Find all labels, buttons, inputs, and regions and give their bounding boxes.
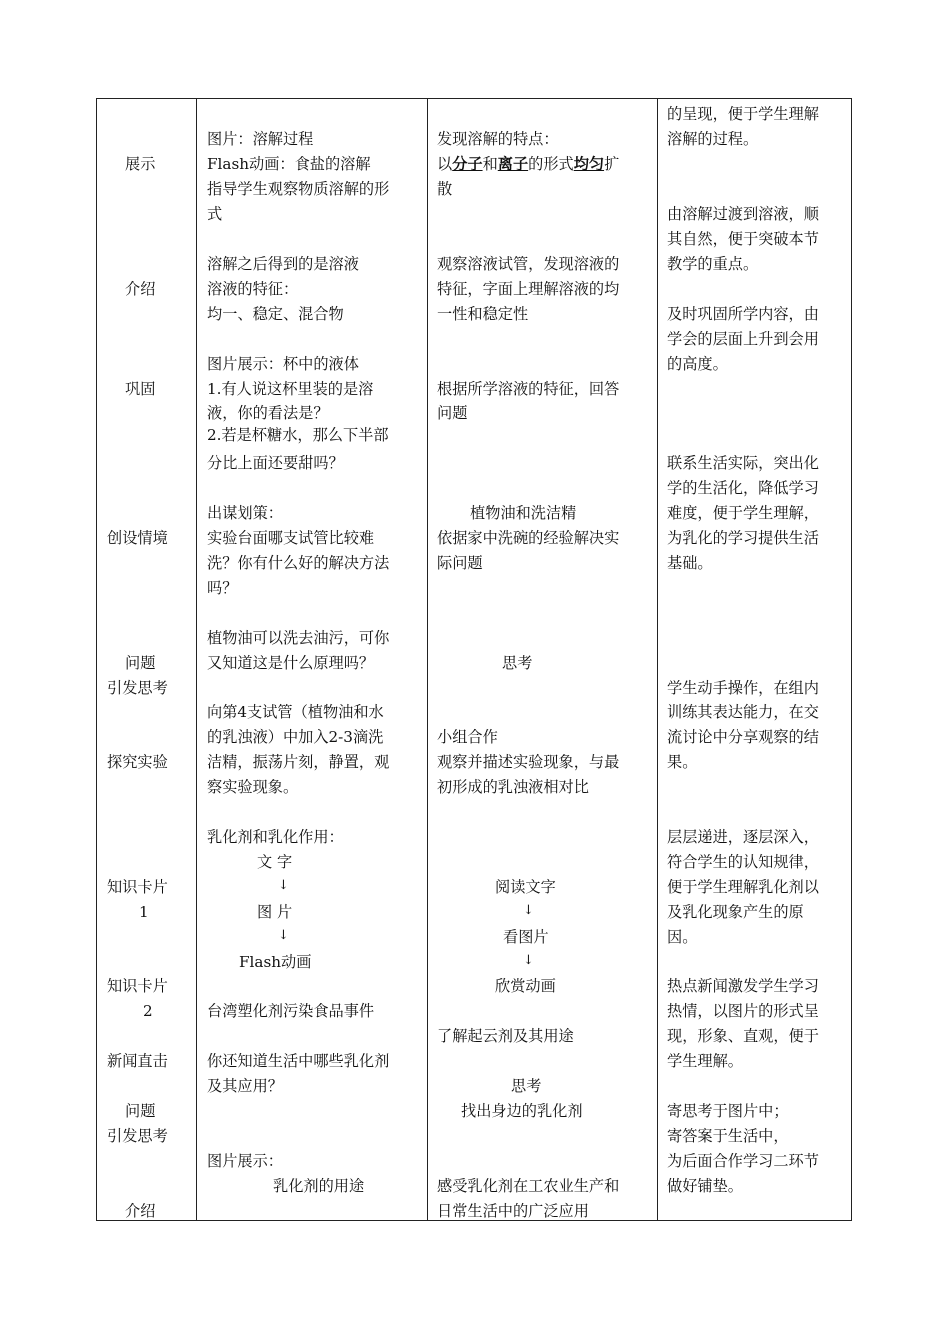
key-term: 离子 (497, 155, 529, 173)
stage-label: 探究实验 (107, 753, 168, 771)
key-term: 均匀 (573, 155, 605, 173)
stage-label: 问题 (125, 654, 156, 672)
student-line: 问题 (437, 404, 468, 422)
intent-line: 层层递进，逐层深入， (667, 828, 819, 846)
teacher-line: 你还知道生活中哪些乳化剂 (207, 1052, 390, 1070)
stage-label: 创设情境 (107, 529, 168, 547)
key-term: 分子 (452, 155, 483, 173)
down-arrow-icon: ↓ (278, 928, 289, 943)
teacher-line: 乳化剂和乳化作用： (207, 828, 344, 846)
student-line: 小组合作 (437, 728, 498, 746)
teacher-line: 液，你的看法是？ (207, 404, 329, 422)
intent-line: 热情，以图片的形式呈 (667, 1002, 819, 1020)
stage-label: 引发思考 (107, 1127, 168, 1145)
teacher-line: 图 片 (257, 903, 293, 921)
stage-label: 引发思考 (107, 679, 168, 697)
intent-line: 基础。 (667, 554, 713, 572)
teacher-line: 分比上面还要甜吗？ (207, 454, 344, 472)
intent-line: 为后面合作学习二环节 (667, 1152, 819, 1170)
student-line: 思考 (511, 1077, 542, 1095)
student-line: 看图片 (503, 928, 549, 946)
student-line: 观察并描述实验现象，与最 (437, 753, 620, 771)
text-span: 以 (437, 155, 453, 173)
student-line: 感受乳化剂在工农业生产和 (437, 1177, 620, 1195)
intent-line: 寄答案于生活中， (667, 1127, 789, 1145)
intent-line: 由溶解过渡到溶液，顺 (667, 205, 819, 223)
down-arrow-icon: ↓ (523, 953, 534, 968)
intent-line: 果。 (667, 753, 698, 771)
teacher-line: 文 字 (257, 853, 293, 871)
down-arrow-icon: ↓ (278, 878, 289, 893)
teacher-line: 图片展示： (207, 1152, 283, 1170)
teacher-line: 台湾塑化剂污染食品事件 (207, 1002, 375, 1020)
teacher-line: Flash动画：食盐的溶解 (207, 155, 371, 173)
teacher-line: 的乳浊液）中加入2-3滴洗 (207, 728, 384, 746)
column-divider (427, 99, 428, 1220)
intent-line: 及时巩固所学内容，由 (667, 305, 819, 323)
teacher-line: 图片：溶解过程 (207, 130, 314, 148)
stage-label: 展示 (125, 155, 156, 173)
intent-line: 难度，便于学生理解， (667, 504, 819, 522)
intent-line: 其自然，便于突破本节 (667, 230, 819, 248)
teacher-line: 又知道这是什么原理吗？ (207, 654, 375, 672)
student-line: 一性和稳定性 (437, 305, 529, 323)
intent-line: 教学的重点。 (667, 255, 759, 273)
stage-label: 介绍 (125, 1202, 156, 1220)
intent-line: 学的生活化，降低学习 (667, 479, 819, 497)
intent-line: 做好铺垫。 (667, 1177, 743, 1195)
intent-line: 因。 (667, 928, 698, 946)
stage-label: 介绍 (125, 280, 156, 298)
teacher-line: 指导学生观察物质溶解的形 (207, 180, 390, 198)
text-span: 的形式 (528, 155, 574, 173)
student-line: 散 (437, 180, 453, 198)
column-divider (657, 99, 658, 1220)
text-span: 扩 (604, 155, 620, 173)
intent-line: 为乳化的学习提供生活 (667, 529, 819, 547)
teacher-line: 出谋划策： (207, 504, 283, 522)
teacher-line: 图片展示：杯中的液体 (207, 355, 359, 373)
student-line: 依据家中洗碗的经验解决实 (437, 529, 620, 547)
student-line: 日常生活中的广泛应用 (437, 1202, 589, 1220)
student-line: 找出身边的乳化剂 (461, 1102, 583, 1120)
intent-line: 符合学生的认知规律， (667, 853, 819, 871)
student-line: 初形成的乳浊液相对比 (437, 778, 589, 796)
intent-line: 热点新闻激发学生学习 (667, 977, 819, 995)
teacher-line: 2.若是杯糖水，那么下半部 (207, 426, 389, 444)
teacher-line: 洗？你有什么好的解决方法 (207, 554, 390, 572)
student-line: 特征，字面上理解溶液的均 (437, 280, 620, 298)
student-line: 根据所学溶液的特征，回答 (437, 380, 620, 398)
intent-line: 学生动手操作，在组内 (667, 679, 819, 697)
teacher-line: 实验台面哪支试管比较难 (207, 529, 375, 547)
intent-line: 寄思考于图片中； (667, 1102, 789, 1120)
teacher-line: 式 (207, 205, 223, 223)
teacher-line: 洁精，振荡片刻，静置，观 (207, 753, 390, 771)
teacher-line: 溶液的特征： (207, 280, 299, 298)
student-line: 思考 (502, 654, 533, 672)
intent-line: 联系生活实际，突出化 (667, 454, 819, 472)
intent-line: 的呈现，便于学生理解 (667, 105, 819, 123)
stage-label: 2 (143, 1002, 153, 1020)
intent-line: 学会的层面上升到会用 (667, 330, 819, 348)
student-line: 发现溶解的特点： (437, 130, 559, 148)
teacher-line: 及其应用？ (207, 1077, 283, 1095)
teacher-line: 乳化剂的用途 (273, 1177, 365, 1195)
column-divider (196, 99, 197, 1220)
teacher-line: 均一、稳定、混合物 (207, 305, 344, 323)
teacher-line: 察实验现象。 (207, 778, 299, 796)
stage-label: 知识卡片 (107, 878, 168, 896)
teacher-line: 溶解之后得到的是溶液 (207, 255, 359, 273)
student-line: 欣赏动画 (495, 977, 556, 995)
student-line: 阅读文字 (495, 878, 556, 896)
down-arrow-icon: ↓ (523, 903, 534, 918)
teacher-line: 1.有人说这杯里装的是溶 (207, 380, 374, 398)
lesson-plan-table (96, 98, 852, 1221)
intent-line: 的高度。 (667, 355, 728, 373)
teacher-line: 吗？ (207, 579, 238, 597)
intent-line: 便于学生理解乳化剂以 (667, 878, 819, 896)
stage-label: 问题 (125, 1102, 156, 1120)
teacher-line: 向第4支试管（植物油和水 (207, 703, 384, 721)
student-line: 植物油和洗洁精 (470, 504, 577, 522)
text-span: 和 (482, 155, 498, 173)
student-line: 际问题 (437, 554, 483, 572)
intent-line: 学生理解。 (667, 1052, 743, 1070)
teacher-line: 植物油可以洗去油污，可你 (207, 629, 390, 647)
stage-label: 知识卡片 (107, 977, 168, 995)
intent-line: 训练其表达能力，在交 (667, 703, 819, 721)
intent-line: 现，形象、直观，便于 (667, 1027, 819, 1045)
stage-label: 新闻直击 (107, 1052, 168, 1070)
stage-label: 巩固 (125, 380, 156, 398)
stage-label: 1 (139, 903, 149, 921)
teacher-line: Flash动画 (239, 953, 312, 971)
intent-line: 溶解的过程。 (667, 130, 759, 148)
student-line: 了解起云剂及其用途 (437, 1027, 574, 1045)
student-line: 观察溶液试管，发现溶液的 (437, 255, 620, 273)
intent-line: 及乳化现象产生的原 (667, 903, 804, 921)
intent-line: 流讨论中分享观察的结 (667, 728, 819, 746)
student-line (437, 152, 619, 177)
